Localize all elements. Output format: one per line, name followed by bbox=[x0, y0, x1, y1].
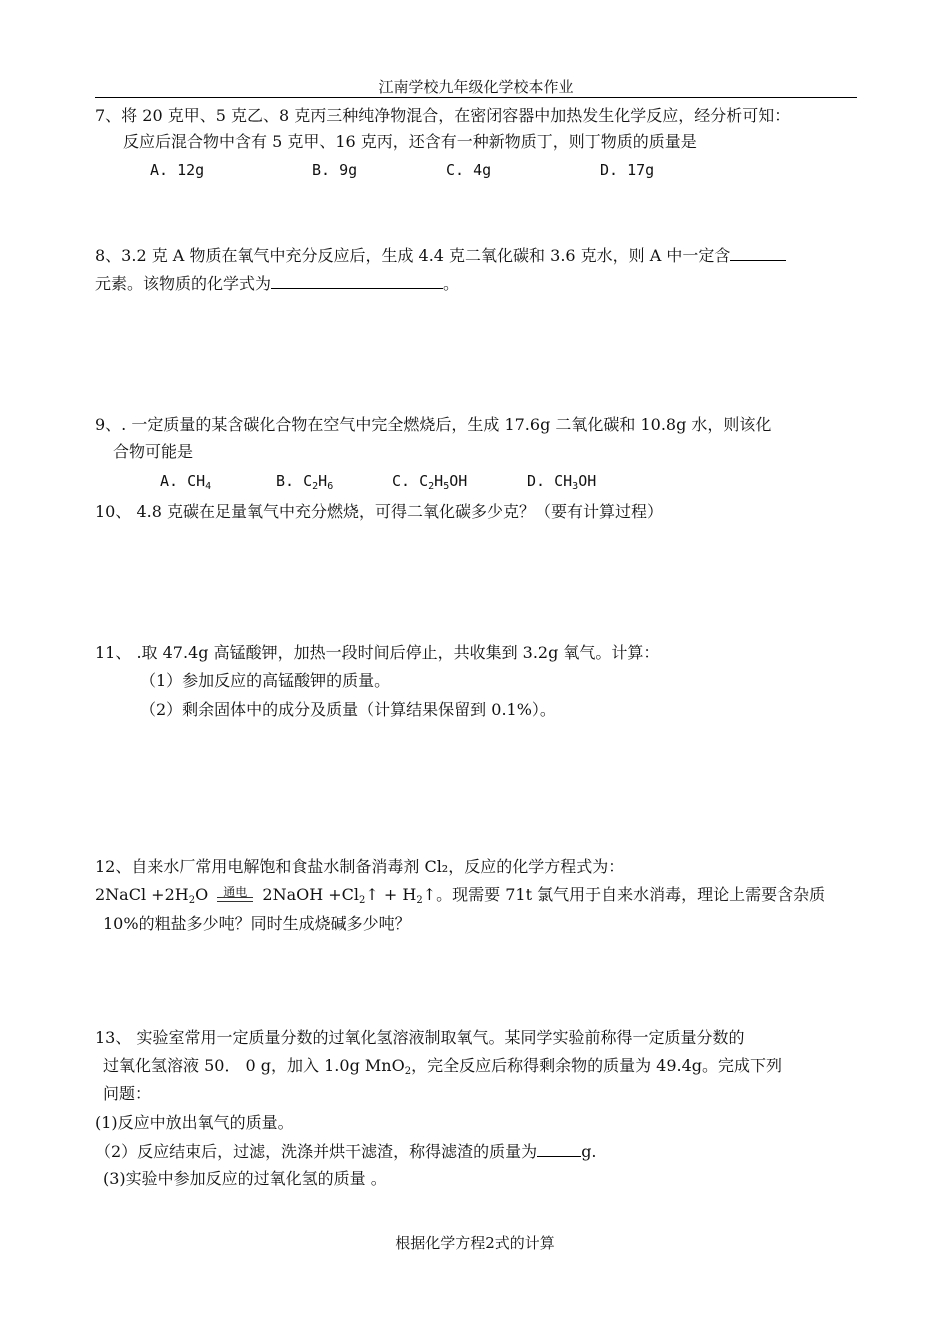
page-footer: 根据化学方程2式的计算 bbox=[395, 1234, 555, 1252]
q7-line2: 反应后混合物中含有 5 克甲、16 克丙，还含有一种新物质丁，则丁物质的质量是 bbox=[123, 132, 697, 151]
q13-sub3: (3)实验中参加反应的过氧化氢的质量 。 bbox=[103, 1169, 387, 1188]
q8-line2-text: 元素。该物质的化学式为 bbox=[95, 274, 272, 293]
q7-option-a: A. 12g bbox=[150, 161, 205, 179]
q9-option-a: A. $CH_4$ bbox=[160, 472, 212, 492]
q10-line1: 10、 4.8 克碳在足量氧气中充分燃烧，可得二氧化碳多少克？（要有计算过程） bbox=[95, 502, 663, 521]
q12-line1: 12、自来水厂常用电解饱和食盐水制备消毒剂 Cl₂，反应的化学方程式为： bbox=[95, 857, 625, 876]
page-header: 江南学校九年级化学校本作业 bbox=[378, 78, 574, 96]
q13-line3: 问题： bbox=[103, 1084, 152, 1103]
q11-sub2: （2）剩余固体中的成分及质量（计算结果保留到 0.1%）。 bbox=[140, 700, 556, 719]
header-rule bbox=[95, 97, 857, 98]
q7-option-c: C. 4g bbox=[446, 161, 492, 179]
q9-line2: 合物可能是 bbox=[113, 442, 194, 461]
q13-line1: 13、 实验室常用一定质量分数的过氧化氢溶液制取氧气。某同学实验前称得一定质量分数的 bbox=[95, 1028, 745, 1047]
q13-sub1: (1)反应中放出氧气的质量。 bbox=[95, 1113, 294, 1132]
q12-line3: 10%的粗盐多少吨？同时生成烧碱多少吨？ bbox=[103, 914, 411, 933]
q8-line1 bbox=[95, 244, 786, 267]
q9-option-c: C. $C_2H_5OH$ bbox=[392, 472, 468, 492]
q13-sub2: （2）反应结束后，过滤，洗涤并烘干滤渣，称得滤渣的质量为 g. bbox=[95, 1142, 597, 1161]
q7-line1: 7、将 20 克甲、5 克乙、8 克丙三种纯净物混合，在密闭容器中加热发生化学反应，经分析可知： bbox=[95, 106, 791, 125]
q7-option-d: D. 17g bbox=[600, 161, 655, 179]
q8-blank-elements[interactable] bbox=[730, 244, 786, 261]
q13-line2: 过氧化氢溶液 50． 0 g，加入 1.0g MnO$_2$，完全反应后称得剩余物的质量为 49.4g。完成下列 bbox=[103, 1056, 783, 1077]
q7-option-b: B. 9g bbox=[312, 161, 358, 179]
q12-equation-line: 2NaCl $+2H_2O$ 通电 2NaOH $+Cl_2↑$ + $H_2↑$。现需要 71t 氯气用于自来水消毒，理论上需要含杂质 bbox=[95, 885, 826, 906]
electrolysis-condition-arrow: 通电 bbox=[217, 886, 253, 898]
q8-line2 bbox=[95, 272, 459, 295]
q11-line1: 11、 .取 47.4g 高锰酸钾，加热一段时间后停止，共收集到 3.2g 氧气。计算： bbox=[95, 643, 660, 662]
q13-blank-residue-mass[interactable] bbox=[537, 1140, 581, 1157]
q8-line2-end: 。 bbox=[443, 274, 460, 293]
q8-blank-formula[interactable] bbox=[271, 272, 443, 289]
q11-sub1: （1）参加反应的高锰酸钾的质量。 bbox=[140, 671, 391, 690]
q9-line1: 9、. 一定质量的某含碳化合物在空气中完全燃烧后，生成 17.6g 二氧化碳和 10.8g 水，则该化 bbox=[95, 415, 772, 434]
q8-line1-text: 8、3.2 克 A 物质在氧气中充分反应后，生成 4.4 克二氧化碳和 3.6 克水，则 A 中一定含 bbox=[95, 246, 731, 265]
q9-option-b: B. $C_2H_6$ bbox=[276, 472, 334, 492]
q9-option-d: D. $CH_3OH$ bbox=[527, 472, 597, 492]
